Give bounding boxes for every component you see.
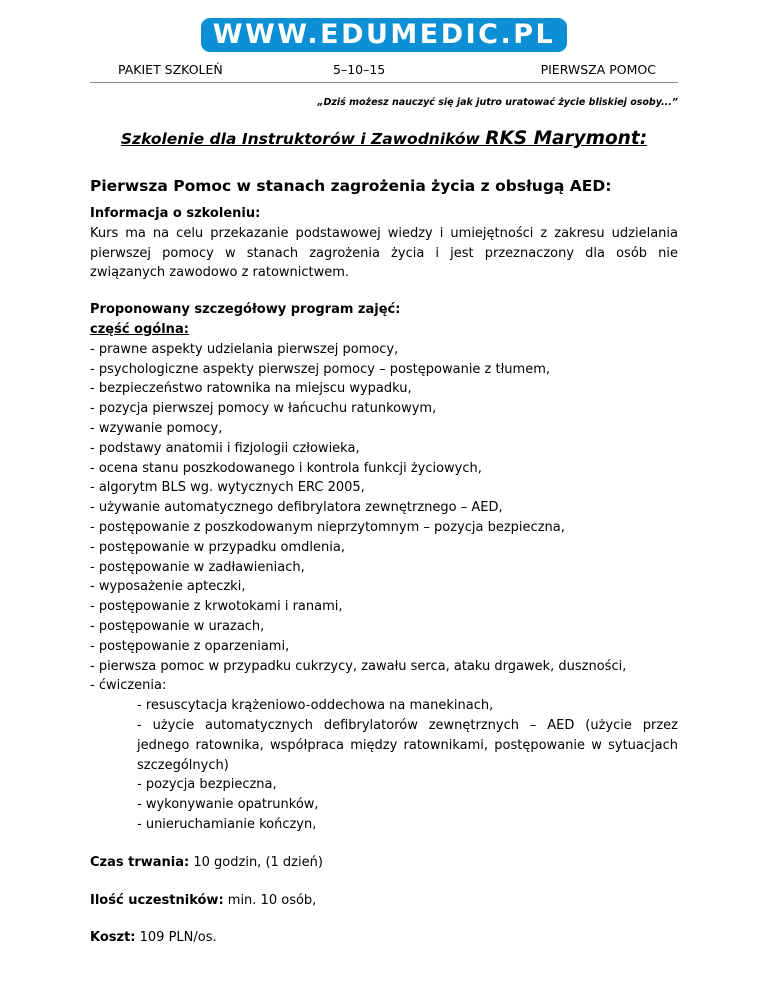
list-item: - użycie automatycznych defibrylatorów zewnętrznych – AED (użycie przez jednego ratownika, współpraca między ratownikami, postępowanie w sytuacjach szczególnych) (137, 717, 678, 773)
course-content (90, 176, 678, 948)
program-list (90, 340, 678, 696)
cost-value: 109 PLN/os. (139, 930, 217, 946)
logo-container (0, 18, 768, 52)
exercise-list (90, 696, 678, 835)
header-package: PAKIET SZKOLEŃ (118, 62, 223, 77)
banner-text: Szkolenie dla Instruktorów i Zawodników (120, 130, 486, 148)
list-item: - postępowanie z krwotokami i ranami, (90, 599, 343, 615)
cost-line (90, 928, 678, 948)
list-item: - bezpieczeństwo ratownika na miejscu wypadku, (90, 381, 412, 397)
edumedic-logo: WWW.EDUMEDIC.PL (201, 18, 568, 52)
list-item: - prawne aspekty udzielania pierwszej pomocy, (90, 341, 399, 357)
participants-value: min. 10 osób, (227, 892, 317, 908)
banner-club: RKS Marymont: (485, 128, 648, 149)
program-label: Proponowany szczegółowy program zajęć: (90, 302, 401, 318)
list-item: - algorytm BLS wg. wytycznych ERC 2005, (90, 480, 365, 496)
cost-label: Koszt: (90, 930, 136, 946)
list-item: - podstawy anatomii i fizjologii człowieka, (90, 440, 360, 456)
info-label: Informacja o szkoleniu: (90, 206, 261, 221)
motto-quote: „Dziś możesz nauczyć się jak jutro uratować życie bliskiej osoby...” (317, 97, 678, 108)
list-item: - pozycja pierwszej pomocy w łańcuchu ratunkowym, (90, 401, 437, 417)
list-item: - postępowanie z poszkodowanym nieprzytomnym – pozycja bezpieczna, (90, 519, 565, 535)
list-item: - postępowanie w urazach, (90, 618, 265, 634)
header-code: 5–10–15 (333, 62, 386, 77)
list-item: - wykonywanie opatrunków, (137, 797, 319, 813)
list-item: - psychologiczne aspekty pierwszej pomocy – postępowanie z tłumem, (90, 361, 551, 377)
list-item: - postępowanie w przypadku omdlenia, (90, 539, 345, 555)
list-item: - resuscytacja krążeniowo-oddechowa na manekinach, (137, 698, 494, 714)
duration-line (90, 853, 678, 873)
header-topic: PIERWSZA POMOC (540, 62, 656, 77)
list-item: - ćwiczenia: (90, 678, 167, 694)
list-item: - wzywanie pomocy, (90, 420, 223, 436)
list-item: - pierwsza pomoc w przypadku cukrzycy, zawału serca, ataku drgawek, duszności, (90, 658, 627, 674)
duration-value: 10 godzin, (1 dzień) (193, 854, 323, 870)
course-title: Pierwsza Pomoc w stanach zagrożenia życia z obsługą AED: (90, 177, 612, 195)
training-banner (0, 128, 768, 149)
list-item: - używanie automatycznego defibrylatora zewnętrznego – AED, (90, 500, 503, 516)
duration-label: Czas trwania: (90, 854, 190, 870)
list-item: - ocena stanu poszkodowanego i kontrola funkcji życiowych, (90, 460, 482, 476)
list-item: - wyposażenie apteczki, (90, 579, 246, 595)
info-text: Kurs ma na celu przekazanie podstawowej wiedzy i umiejętności z zakresu udzielania pierwszej pomocy w stanach zagrożenia życia i jest przeznaczony dla osób nie związanych zawodowo z ratownictwem. (90, 225, 678, 281)
document-header (90, 62, 678, 83)
list-item: - pozycja bezpieczna, (137, 777, 277, 793)
participants-label: Ilość uczestników: (90, 892, 224, 908)
program-section: część ogólna: (90, 321, 189, 337)
list-item: - postępowanie z oparzeniami, (90, 638, 290, 654)
list-item: - postępowanie w zadławieniach, (90, 559, 305, 575)
list-item: - unieruchamianie kończyn, (137, 816, 317, 832)
participants-line (90, 891, 678, 911)
